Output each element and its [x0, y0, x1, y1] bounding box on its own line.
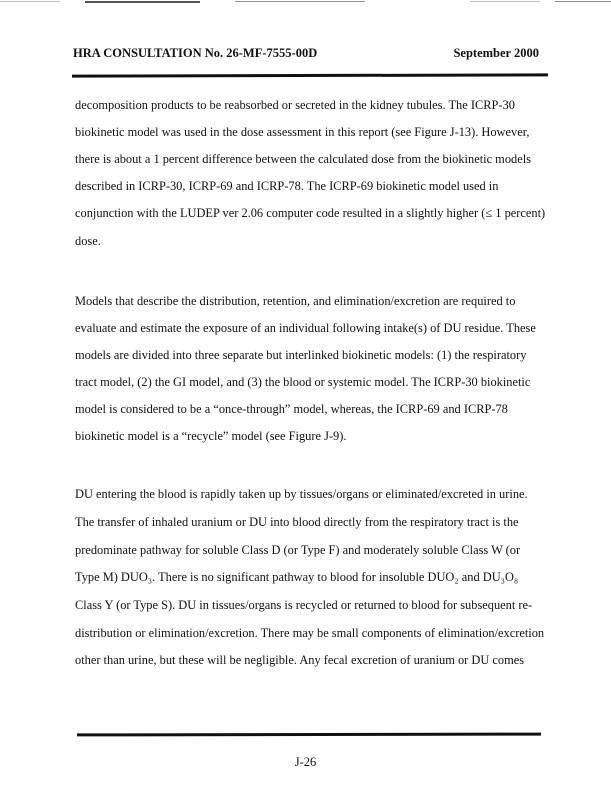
- text-line: DU entering the blood is rapidly taken up by tissues/organs or eliminated/excreted in urine.: [75, 487, 528, 501]
- text-line: tract model, (2) the GI model, and (3) the blood or systemic model. The ICRP-30 biokinetic: [75, 375, 531, 389]
- text-line: other than urine, but these will be negligible. Any fecal excretion of uranium or DU comes: [75, 653, 525, 667]
- text-line: The transfer of inhaled uranium or DU into blood directly from the respiratory tract is the: [75, 515, 519, 529]
- text-line: Models that describe the distribution, retention, and elimination/excretion are required to: [75, 294, 516, 308]
- text-line: dose.: [75, 234, 101, 248]
- page-number: J-26: [294, 755, 317, 769]
- text-line: biokinetic model was used in the dose assessment in this report (see Figure J-13). However,: [75, 125, 530, 139]
- text-line: Class Y (or Type S). DU in tissues/organs is recycled or returned to blood for subsequent re-: [75, 598, 533, 612]
- text-line: distribution or elimination/excretion. There may be small components of elimination/excretion: [75, 626, 545, 640]
- text-line: models are divided into three separate but interlinked biokinetic models: (1) the respiratory: [75, 348, 527, 362]
- text-line: evaluate and estimate the exposure of an individual following intake(s) of DU residue. These: [75, 321, 536, 335]
- text-line: conjunction with the LUDEP ver 2.06 computer code resulted in a slightly higher (≤ 1 percent): [75, 206, 546, 220]
- document-title: HRA CONSULTATION No. 26-MF-7555-00D: [73, 46, 318, 60]
- footer-rule: [77, 733, 541, 737]
- text-line: described in ICRP-30, ICRP-69 and ICRP-78. The ICRP-69 biokinetic model used in: [75, 179, 499, 193]
- text-line: decomposition products to be reabsorbed or secreted in the kidney tubules. The ICRP-30: [75, 98, 515, 112]
- text-line: biokinetic model is a “recycle” model (see Figure J-9).: [75, 429, 347, 443]
- text-line: there is about a 1 percent difference between the calculated dose from the biokinetic models: [75, 152, 531, 166]
- text-line: model is considered to be a “once-through” model, whereas, the ICRP-69 and ICRP-78: [75, 402, 508, 416]
- document-date: September 2000: [453, 46, 539, 60]
- text-line: Type M) DUO₃. There is no significant pathway to blood for insoluble DUO₂ and DU₃O₈: [75, 570, 519, 584]
- page-header: [73, 46, 539, 61]
- scan-artifact-top: [0, 0, 611, 6]
- text-line: predominate pathway for soluble Class D (or Type F) and moderately soluble Class W (or: [75, 543, 521, 557]
- header-rule: [72, 73, 548, 77]
